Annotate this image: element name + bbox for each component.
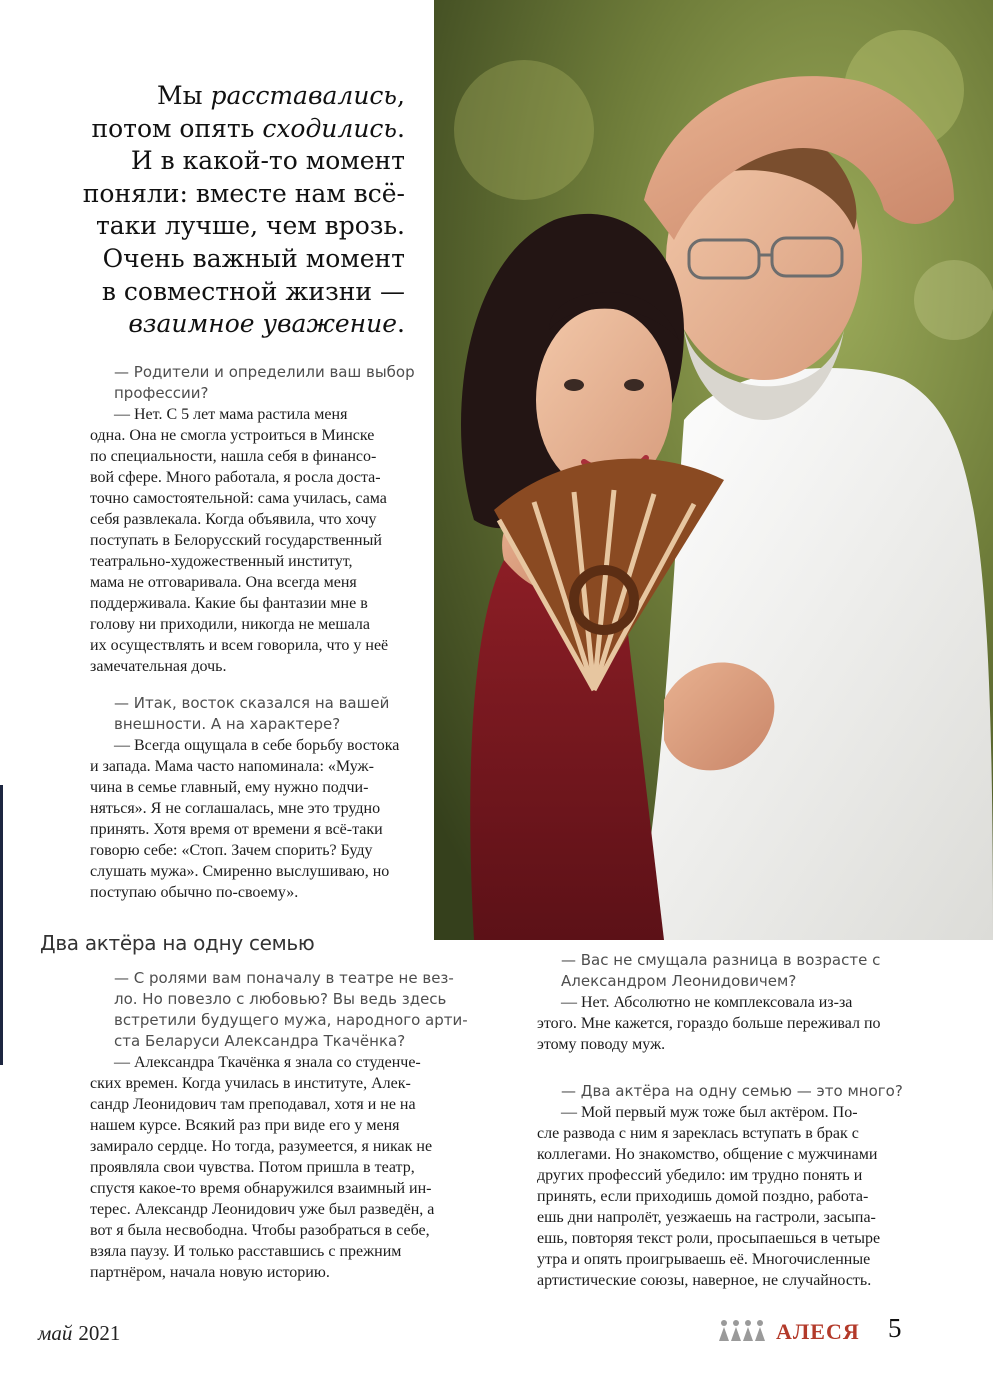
answer-line: и запада. Мама часто напоминала: «Муж- [90,758,374,775]
answer-line: одна. Она не смогла устроиться в Минске [90,427,375,444]
page-edge-strip [0,785,3,1065]
answer-line: говорю себе: «Стоп. Зачем спорить? Буду [90,842,373,859]
answer-line: голову ни приходили, никогда не мешала [90,616,371,633]
answer-line: замечательная дочь. [90,658,227,675]
pull-quote-line: И в какой-то момент [130,146,405,176]
issue-year: 2021 [78,1321,121,1345]
answer-line: чина в семье главный, ему нужно подчи- [90,779,369,796]
interview-question [90,362,415,404]
issue-month: май [38,1321,73,1345]
pull-quote-line: Очень важный момент [102,243,405,273]
pull-quote-line: поняли: вместе нам всё- [82,178,405,208]
question-line: профессии? [114,384,209,402]
answer-line: сле развода с ним я зареклась вступать в брак с [537,1125,859,1142]
answer-line: — Александра Ткачёнка я знала со студенче- [114,1054,421,1071]
answer-line: себя развлекала. Когда объявила, что хочу [90,511,377,528]
issue-date [38,1321,120,1346]
question-line: встретили будущего мужа, народного арти- [114,1011,468,1029]
answer-line: вот я была несвободна. Чтобы разобраться в себе, [90,1222,430,1239]
answer-line: нашем курсе. Всякий раз при виде его у меня [90,1117,400,1134]
page-number: 5 [888,1313,902,1343]
question-line: — Два актёра на одну семью — это много? [561,1082,903,1100]
answer-line: утра и опять проигрываешь её. Многочисленные [537,1251,871,1268]
answer-line: — Нет. С 5 лет мама растила меня [114,406,348,423]
interview-answer [90,404,415,677]
answer-line: мама не отговаривала. Она всегда меня [90,574,357,591]
answer-line: театрально-художественный институт, [90,553,353,570]
answer-line: других профессий убедило: им трудно понять и [537,1167,863,1184]
answer-line: — Мой первый муж тоже был актёром. По- [561,1104,858,1121]
answer-line: замирало сердце. Но тогда, разумеется, я никак не [90,1138,433,1155]
answer-line: терес. Александр Леонидович уже был разведён, а [90,1201,435,1218]
answer-line: сандр Леонидович там преподавал, хотя и не на [90,1096,416,1113]
section-subheading: Два актёра на одну семью [40,931,315,955]
pull-quote [60,80,405,341]
article-column-left-upper [90,362,415,903]
question-line: Александром Леонидовичем? [561,972,797,990]
answer-line: поступаю обычно по-своему». [90,884,299,901]
answer-line: по специальности, нашла себя в финансо- [90,448,377,465]
interview-answer [537,992,917,1055]
pull-quote-line: потом опять сходились. [91,113,405,143]
interview-answer [537,1102,917,1291]
question-line: — Родители и определили ваш выбор [114,363,415,381]
question-line: — Итак, восток сказался на вашей [114,694,390,712]
magazine-logo-figures-icon [718,1319,768,1345]
answer-line: этого. Мне кажется, гораздо больше переживал по [537,1015,881,1032]
answer-line: этому поводу муж. [537,1036,666,1053]
answer-line: — Нет. Абсолютно не комплексовала из-за [561,994,853,1011]
couple-photo [434,0,993,940]
article-column-left-lower [90,968,468,1283]
answer-line: принять, если приходишь домой поздно, работа- [537,1188,869,1205]
magazine-name: АЛЕСЯ [776,1319,860,1344]
answer-line: партнёром, начала новую историю. [90,1264,330,1281]
magazine-logo [718,1316,860,1348]
question-line: — Вас не смущала разница в возрасте с [561,951,881,969]
answer-line: поступать в Белорусский государственный [90,532,382,549]
interview-question [537,1081,917,1102]
answer-line: точно самостоятельной: сама училась, сама [90,490,387,507]
answer-line: ешь, повторяя текст роли, просыпаешься в четыре [537,1230,881,1247]
interview-question [90,693,415,735]
answer-line: — Всегда ощущала в себе борьбу востока [114,737,400,754]
pull-quote-line: таки лучше, чем врозь. [95,211,405,241]
answer-line: слушать мужа». Смиренно выслушиваю, но [90,863,390,880]
answer-line: вой сфере. Много работала, я росла доста- [90,469,381,486]
pull-quote-line: взаимное уважение. [128,309,405,339]
answer-line: коллегами. Но знакомство, общение с мужчинами [537,1146,878,1163]
answer-line: поддерживала. Какие бы фантазии мне в [90,595,368,612]
question-line: ста Беларуси Александра Ткачёнка? [114,1032,406,1050]
answer-line: ских времен. Когда училась в институте, Алек- [90,1075,411,1092]
interview-answer [90,735,415,903]
answer-line: няться». Я не соглашалась, мне это трудно [90,800,381,817]
question-line: внешности. А на характере? [114,715,341,733]
answer-line: ешь дни напролёт, уезжаешь на гастроли, засыпа- [537,1209,876,1226]
answer-line: артистические союзы, наверное, не случайность. [537,1272,872,1289]
interview-question [90,968,468,1052]
answer-line: проявляла свои чувства. Потом пришла в театр, [90,1159,415,1176]
pull-quote-line: Мы расставались, [156,81,405,110]
answer-line: их осуществлять и всем говорила, что у неё [90,637,389,654]
answer-line: взяла паузу. И только расставшись с прежним [90,1243,402,1260]
question-line: ло. Но повезло с любовью? Вы ведь здесь [114,990,447,1008]
interview-question [537,950,917,992]
answer-line: спустя какое-то время обнаружился взаимный ин- [90,1180,432,1197]
question-line: — С ролями вам поначалу в театре не вез- [114,969,454,987]
interview-answer [90,1052,455,1283]
pull-quote-line: в совместной жизни — [101,276,405,306]
answer-line: принять. Хотя время от времени я всё-таки [90,821,383,838]
article-column-right [537,950,917,1291]
